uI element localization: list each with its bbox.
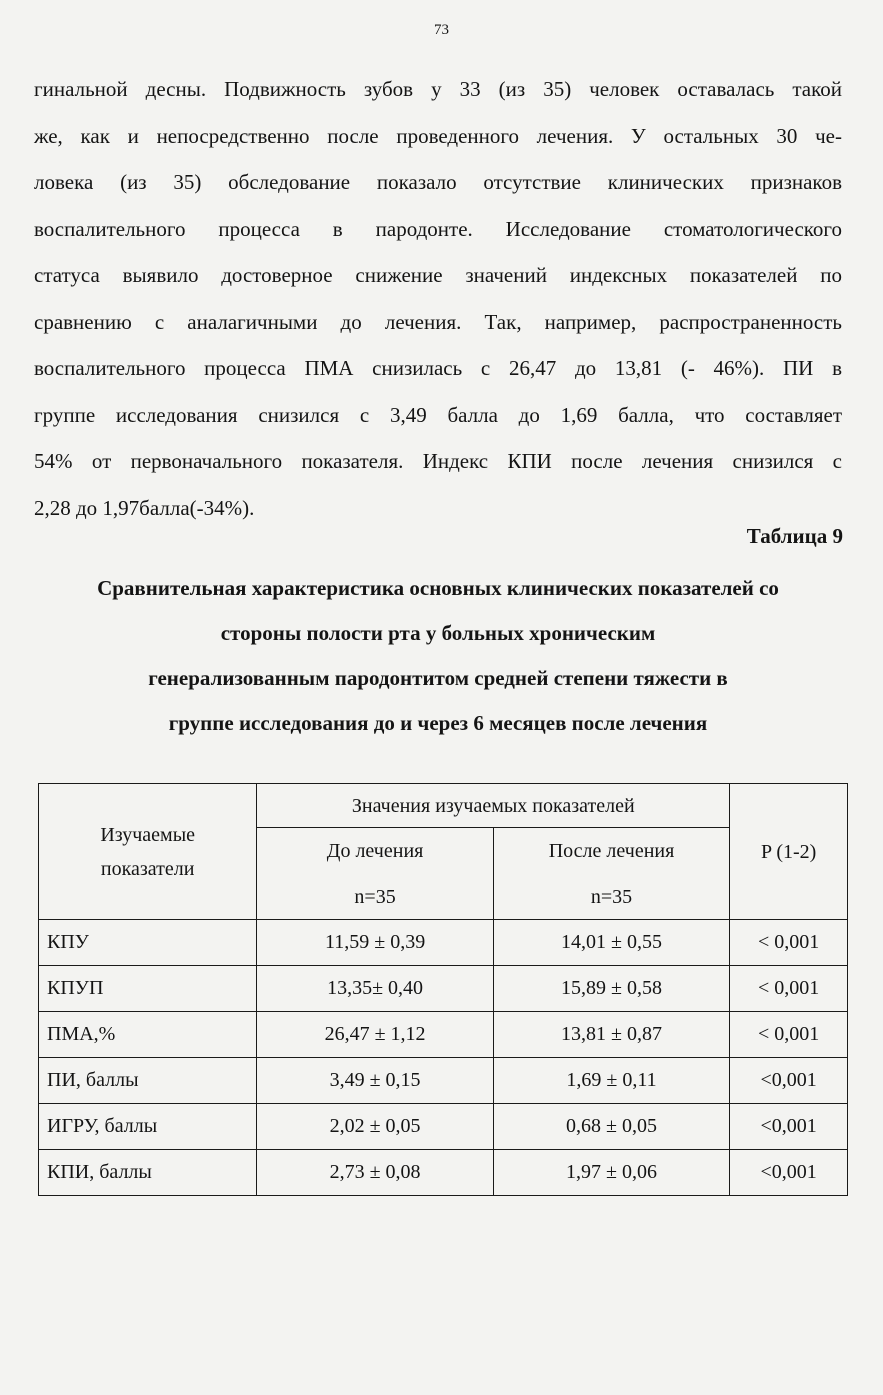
- header-values-group: Значения изучаемых показателей: [257, 784, 730, 828]
- paragraph-line: статуса выявило достоверное снижение значений индексных показателей по: [34, 263, 842, 287]
- cell-p: < 0,001: [730, 966, 848, 1012]
- table-row: [39, 1104, 848, 1150]
- paragraph-line: гинальной десны. Подвижность зубов у 33 (из 35) человек оставалась такой: [34, 77, 842, 101]
- cell-before: 3,49 ± 0,15: [257, 1058, 493, 1104]
- cell-after: 1,69 ± 0,11: [493, 1058, 729, 1104]
- table-row: [39, 966, 848, 1012]
- cell-after: 1,97 ± 0,06: [493, 1150, 729, 1196]
- cell-before: 2,02 ± 0,05: [257, 1104, 493, 1150]
- cell-name: КПИ, баллы: [39, 1150, 257, 1196]
- header-indicators-line: показатели: [100, 857, 195, 880]
- caption-line: группе исследования до и через 6 месяцев после лечения: [168, 711, 708, 735]
- cell-before: 13,35± 0,40: [257, 966, 493, 1012]
- table-row: [39, 920, 848, 966]
- table-label: Таблица 9: [746, 524, 843, 548]
- page-number: 73: [434, 22, 449, 38]
- cell-after: 14,01 ± 0,55: [493, 920, 729, 966]
- paragraph-line: сравнению с аналагичными до лечения. Так, например, распространенность: [34, 309, 842, 334]
- paragraph-line: же, как и непосредственно после проведенного лечения. У остальных 30 че-: [34, 123, 842, 148]
- cell-p: <0,001: [730, 1104, 848, 1150]
- caption-line: Сравнительная характеристика основных клинических показателей со: [97, 576, 779, 600]
- header-after-n: n=35: [590, 885, 633, 908]
- header-after-label: После лечения: [548, 839, 675, 862]
- header-before-n: n=35: [354, 885, 396, 908]
- caption-line: стороны полости рта у больных хроническим: [220, 621, 656, 645]
- paragraph-line: ловека (из 35) обследование показало отсутствие клинических признаков: [34, 170, 842, 194]
- cell-after: 15,89 ± 0,58: [493, 966, 729, 1012]
- cell-name: ПИ, баллы: [39, 1058, 257, 1104]
- header-before-label: До лечения: [326, 839, 424, 862]
- cell-name: КПУП: [39, 966, 257, 1012]
- header-indicators: [39, 784, 257, 920]
- cell-after: 0,68 ± 0,05: [493, 1104, 729, 1150]
- table-row: [39, 1012, 848, 1058]
- table-row: [39, 1150, 848, 1196]
- cell-name: ПМА,%: [39, 1012, 257, 1058]
- cell-before: 2,73 ± 0,08: [257, 1150, 493, 1196]
- paragraph-line: воспалительного процесса ПМА снизилась с 26,47 до 13,81 (- 46%). ПИ в: [34, 356, 842, 380]
- caption-line: генерализованным пародонтитом средней степени тяжести в: [148, 666, 728, 690]
- header-p: P (1-2): [730, 784, 848, 920]
- paragraph-line: 2,28 до 1,97балла(-34%).: [34, 495, 255, 520]
- table-row: [39, 1058, 848, 1104]
- cell-after: 13,81 ± 0,87: [493, 1012, 729, 1058]
- paragraph-line: воспалительного процесса в пародонте. Исследование стоматологического: [34, 216, 842, 241]
- header-indicators-line: Изучаемые: [100, 823, 196, 846]
- cell-name: ИГРУ, баллы: [39, 1104, 257, 1150]
- header-before: [257, 828, 493, 920]
- header-after: [493, 828, 729, 920]
- paragraph-line: 54% от первоначального показателя. Индекс КПИ после лечения снизился с: [34, 449, 842, 473]
- cell-p: <0,001: [730, 1150, 848, 1196]
- cell-before: 11,59 ± 0,39: [257, 920, 493, 966]
- table-caption: [34, 566, 842, 746]
- cell-p: < 0,001: [730, 1012, 848, 1058]
- cell-p: < 0,001: [730, 920, 848, 966]
- results-table: [38, 783, 848, 1196]
- paragraph-line: группе исследования снизился с 3,49 балла до 1,69 балла, что составляет: [34, 402, 842, 427]
- body-paragraph: [34, 66, 842, 531]
- cell-name: КПУ: [39, 920, 257, 966]
- cell-before: 26,47 ± 1,12: [257, 1012, 493, 1058]
- table-header-row: [39, 784, 848, 828]
- cell-p: <0,001: [730, 1058, 848, 1104]
